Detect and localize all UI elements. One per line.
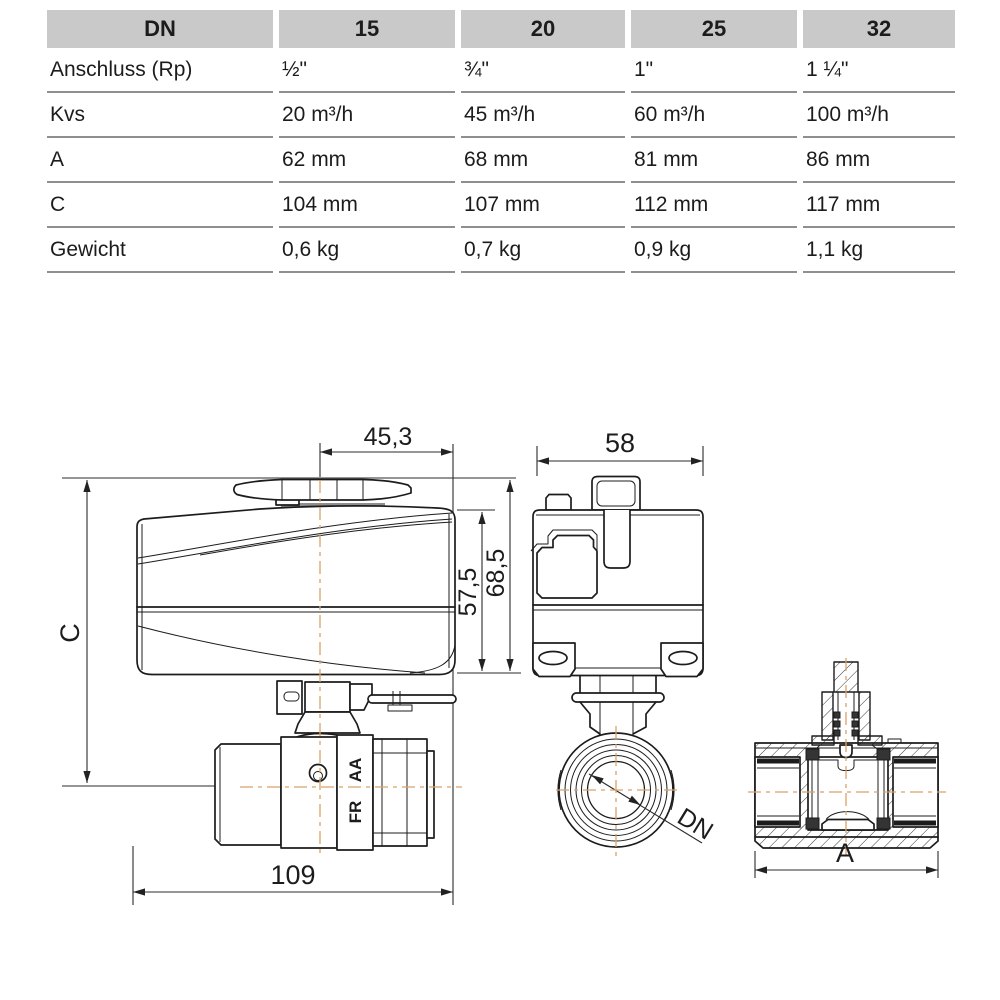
seat-seal (806, 749, 819, 760)
top-tab (546, 495, 571, 511)
cell-value: 112 mm (631, 183, 797, 228)
cell-value: 20 m³/h (279, 93, 455, 138)
col-header-20: 20 (461, 10, 625, 48)
cell-value: 104 mm (279, 183, 455, 228)
cell-value: ½" (279, 48, 455, 93)
row-label: Kvs (47, 93, 273, 138)
table-header-row (47, 10, 1000, 48)
seat-seal (877, 818, 890, 829)
side-view-drawing (55, 423, 521, 905)
dim-label-68-5: 68,5 (482, 548, 510, 598)
cell-value: 1" (631, 48, 797, 93)
seat-seal (806, 818, 819, 829)
table-row-anschluss (47, 48, 1000, 93)
cell-value: 0,9 kg (631, 228, 797, 273)
valve-center-body (281, 737, 337, 848)
dim-label-109: 109 (270, 860, 316, 890)
valve-marking-fr: FR (346, 800, 365, 824)
spec-table (47, 10, 1000, 273)
cell-value: 62 mm (279, 138, 455, 183)
stem-block (305, 682, 350, 712)
valve-marking-aa: AA (346, 757, 365, 783)
table-row-a (47, 138, 1000, 183)
cell-value: 100 m³/h (803, 93, 955, 138)
cell-value: 0,6 kg (279, 228, 455, 273)
dim-label-dn: DN (672, 802, 718, 846)
valve-left-pipe (215, 744, 281, 845)
ball-bottom-insert (822, 820, 874, 831)
row-label: Anschluss (Rp) (47, 48, 273, 93)
cell-value: 117 mm (803, 183, 955, 228)
clip-slot (604, 510, 630, 568)
table-row-c (47, 183, 1000, 228)
cell-value: 0,7 kg (461, 228, 625, 273)
cell-value: 1,1 kg (803, 228, 955, 273)
col-header-25: 25 (631, 10, 797, 48)
valve-union-nut (373, 739, 427, 846)
section-view-drawing (748, 658, 946, 878)
col-header-15: 15 (279, 10, 455, 48)
manual-lever-rod (368, 695, 456, 703)
dim-label-57-5: 57,5 (454, 567, 482, 617)
row-label: C (47, 183, 273, 228)
dim-label-45-3: 45,3 (363, 423, 413, 451)
cell-value: ¾" (461, 48, 625, 93)
valve-marking-band (337, 735, 373, 850)
cell-value: 81 mm (631, 138, 797, 183)
dim-label-a: A (835, 838, 855, 868)
row-label: Gewicht (47, 228, 273, 273)
cell-value: 45 m³/h (461, 93, 625, 138)
cell-value: 107 mm (461, 183, 625, 228)
cell-value: 1 ¼" (803, 48, 955, 93)
seat-seal (877, 749, 890, 760)
cell-value: 86 mm (803, 138, 955, 183)
dim-label-c: C (55, 623, 85, 643)
row-label: A (47, 138, 273, 183)
stem-pin (572, 693, 664, 702)
actuator-handle (234, 480, 411, 501)
table-row-gewicht (47, 228, 1000, 273)
cell-value: 68 mm (461, 138, 625, 183)
technical-drawings (0, 420, 1000, 1000)
cell-value: 60 m³/h (631, 93, 797, 138)
front-view-drawing (531, 428, 718, 856)
valve-end-cap (427, 751, 434, 838)
dim-label-58: 58 (604, 428, 636, 458)
table-row-kvs (47, 93, 1000, 138)
col-header-32: 32 (803, 10, 955, 48)
col-header-dn: DN (47, 10, 273, 48)
